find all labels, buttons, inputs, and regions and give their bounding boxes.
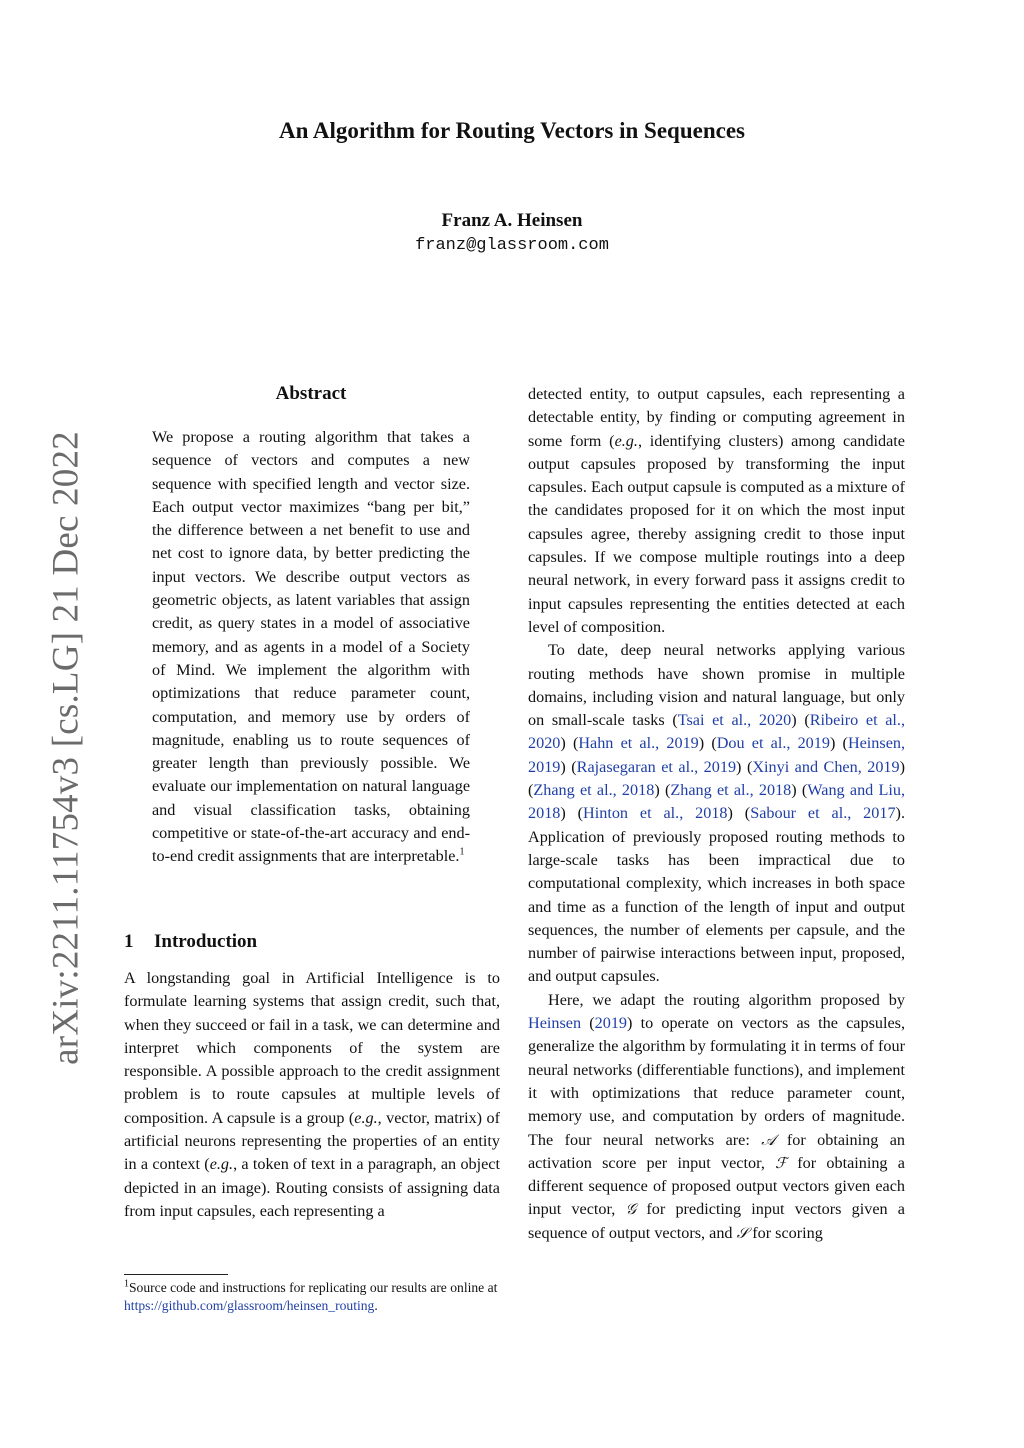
paragraph-text: to operate on vectors as the capsules, generalize the algorithm by formulating it in terms of four neural networks (differentiable functions), and implement it with optimizations that reduce parameter count, memory use, and computation by orders of magnitude. The four neural networks are:: [528, 1014, 905, 1149]
paper-title: An Algorithm for Routing Vectors in Sequences: [279, 118, 745, 143]
introduction-left-column: [124, 967, 500, 1223]
arxiv-identifier: arXiv:2211.11754v3 [cs.LG] 21 Dec 2022: [45, 431, 87, 1065]
citation-link[interactable]: Rajasegaran et al., 2019: [576, 757, 737, 776]
citation-link[interactable]: Sabour et al., 2017: [750, 804, 896, 823]
footnote-divider: [124, 1274, 228, 1275]
section-number: 1: [124, 931, 134, 952]
introduction-right-column: [528, 383, 905, 1245]
paragraph-text: , identifying clusters) among candidate output capsules proposed by transforming the input capsules. Each output capsule is computed as a mixture of the candidates proposed for it on which the most input capsules agree, thereby assigning credit to those input capsules. If we compose multiple routings into a deep neural network, in every forward pass it assigns credit to input capsules representing the entities detected at each level of composition.: [528, 431, 905, 636]
citation-link[interactable]: Hinton et al., 2018: [583, 804, 728, 823]
section-title: Introduction: [154, 931, 258, 952]
right-paragraph-2: [528, 639, 905, 988]
paragraph-eg: e.g.: [614, 431, 638, 450]
intro-text: A longstanding goal in Artificial Intelligence is to formulate learning systems that assign credit, such that, when they succeed or fail in a task, we can determine and interpret which components of the system are responsible. A possible approach to the credit assignment problem is to route capsules at multiple levels of composition. A capsule is a group (: [124, 969, 500, 1127]
citation-link[interactable]: Zhang et al., 2018: [533, 781, 655, 800]
intro-paragraph: [124, 967, 500, 1223]
intro-text: , vector, matrix) of artificial neurons representing the properties of an entity in a context (: [124, 1108, 500, 1174]
right-paragraph-1: [528, 383, 905, 639]
abstract-text: We propose a routing algorithm that takes a sequence of vectors and computes a new sequence with specified length and vector size. Each output vector maximizes “bang per bit,” the difference between a net benefit to use and net cost to ignore data, by better predicting the input vectors. We describe output vectors as geometric objects, as latent variables that assign credit, as query states in a model of associative memory, and as agents in a model of a Society of Mind. We implement the algorithm with optimizations that reduce parameter count, computation, and memory use by orders of magnitude, enabling us to route sequences of greater length than previously possible. We evaluate our implementation on natural language and visual classification tasks, obtaining competitive or state-of-the-art accuracy and end-to-end credit assignments that are interpretable.: [152, 428, 470, 866]
right-paragraph-3: Here, we adapt the routing algorithm proposed by Heinsen (2019) to operate on vectors as the capsules, generalize the algorithm by formulating it in terms of four neural networks (differentiable functions), and implement it with optimizations that reduce parameter count, memory use, and computation by orders of magnitude. The four neural networks are: 𝒜 for obtaining an activation score per input vector, ℱ for obtaining a different sequence of proposed output vectors given each input vector, 𝒢 for predicting input vectors given a sequence of output vectors, and 𝒮 for scoring: [528, 990, 905, 1242]
footnote: [124, 1279, 500, 1315]
citation-link[interactable]: Heinsen: [528, 1014, 582, 1033]
paragraph-text: for scoring: [748, 1223, 823, 1242]
footnote-text: Source code and instructions for replicating our results are online at: [129, 1280, 498, 1295]
citation-link[interactable]: Heinsen, 2019: [528, 734, 906, 776]
paragraph-text: detected entity, to output capsules, each representing a detectable entity, by finding or computing agreement in some form (: [528, 385, 905, 450]
paragraph-text: for predicting input vectors given a sequence of output vectors, and: [528, 1200, 905, 1242]
paragraph-text: for obtaining a different sequence of proposed output vectors given each input vector,: [528, 1153, 905, 1219]
math-symbol-a: 𝒜: [761, 1130, 776, 1149]
intro-eg: e.g.: [209, 1155, 234, 1174]
paragraph-text: for obtaining an activation score per input vector,: [528, 1130, 905, 1172]
abstract-body: [152, 426, 470, 869]
math-symbol-s: 𝒮: [736, 1223, 749, 1242]
citation-list: (Tsai et al., 2020) (Ribeiro et al., 2020) (Hahn et al., 2019) (Dou et al., 2019) (Heinsen, 2019) (Rajasegaran et al., 2019) (Xinyi and Chen, 2019) (Zhang et al., 2018) (Zhang et al., 2018) (Wang and Liu, 2018) (Hinton et al., 2018) (Sabour et al., 2017): [528, 711, 906, 823]
math-symbol-g: 𝒢: [625, 1200, 637, 1219]
author-name: Franz A. Heinsen: [441, 210, 583, 231]
author-email: franz@glassroom.com: [415, 236, 609, 255]
footnote-end: .: [374, 1298, 378, 1313]
intro-eg: e.g.: [354, 1108, 378, 1127]
footnote-marker[interactable]: 1: [459, 846, 465, 858]
citation-link[interactable]: Hahn et al., 2019: [578, 734, 699, 753]
citation-link[interactable]: Dou et al., 2019: [716, 734, 830, 753]
citation-link[interactable]: Zhang et al., 2018: [670, 781, 792, 800]
citation-link[interactable]: Wang and Liu, 2018: [528, 781, 906, 823]
footnote-number: 1: [124, 1278, 129, 1290]
citation-link[interactable]: Xinyi and Chen, 2019: [752, 757, 900, 776]
section-heading-introduction: [124, 931, 257, 953]
paragraph-text: To date, deep neural networks applying various routing methods have shown promise in multiple domains, including vision and natural language, but only on small-scale tasks: [528, 641, 905, 730]
citation-link[interactable]: Ribeiro et al., 2020: [528, 711, 906, 753]
citation-link[interactable]: 2019: [594, 1014, 627, 1033]
intro-text: , a token of text in a paragraph, an object depicted in an image). Routing consists of assigning data from input capsules, each representing a: [124, 1155, 500, 1220]
paragraph-text: . Application of previously proposed routing methods to large-scale tasks has been impractical due to computational complexity, which increases in both space and time as a function of the length of input and output sequences, the number of elements per capsule, and the number of pairwise interactions between input, proposed, and output capsules.: [528, 804, 905, 986]
footnote-link[interactable]: https://github.com/glassroom/heinsen_routing: [124, 1298, 375, 1313]
math-symbol-f: ℱ: [775, 1153, 787, 1172]
abstract-heading: Abstract: [275, 383, 347, 404]
paragraph-text: Here, we adapt the routing algorithm proposed by: [548, 990, 905, 1009]
citation-link[interactable]: Tsai et al., 2020: [677, 711, 792, 730]
